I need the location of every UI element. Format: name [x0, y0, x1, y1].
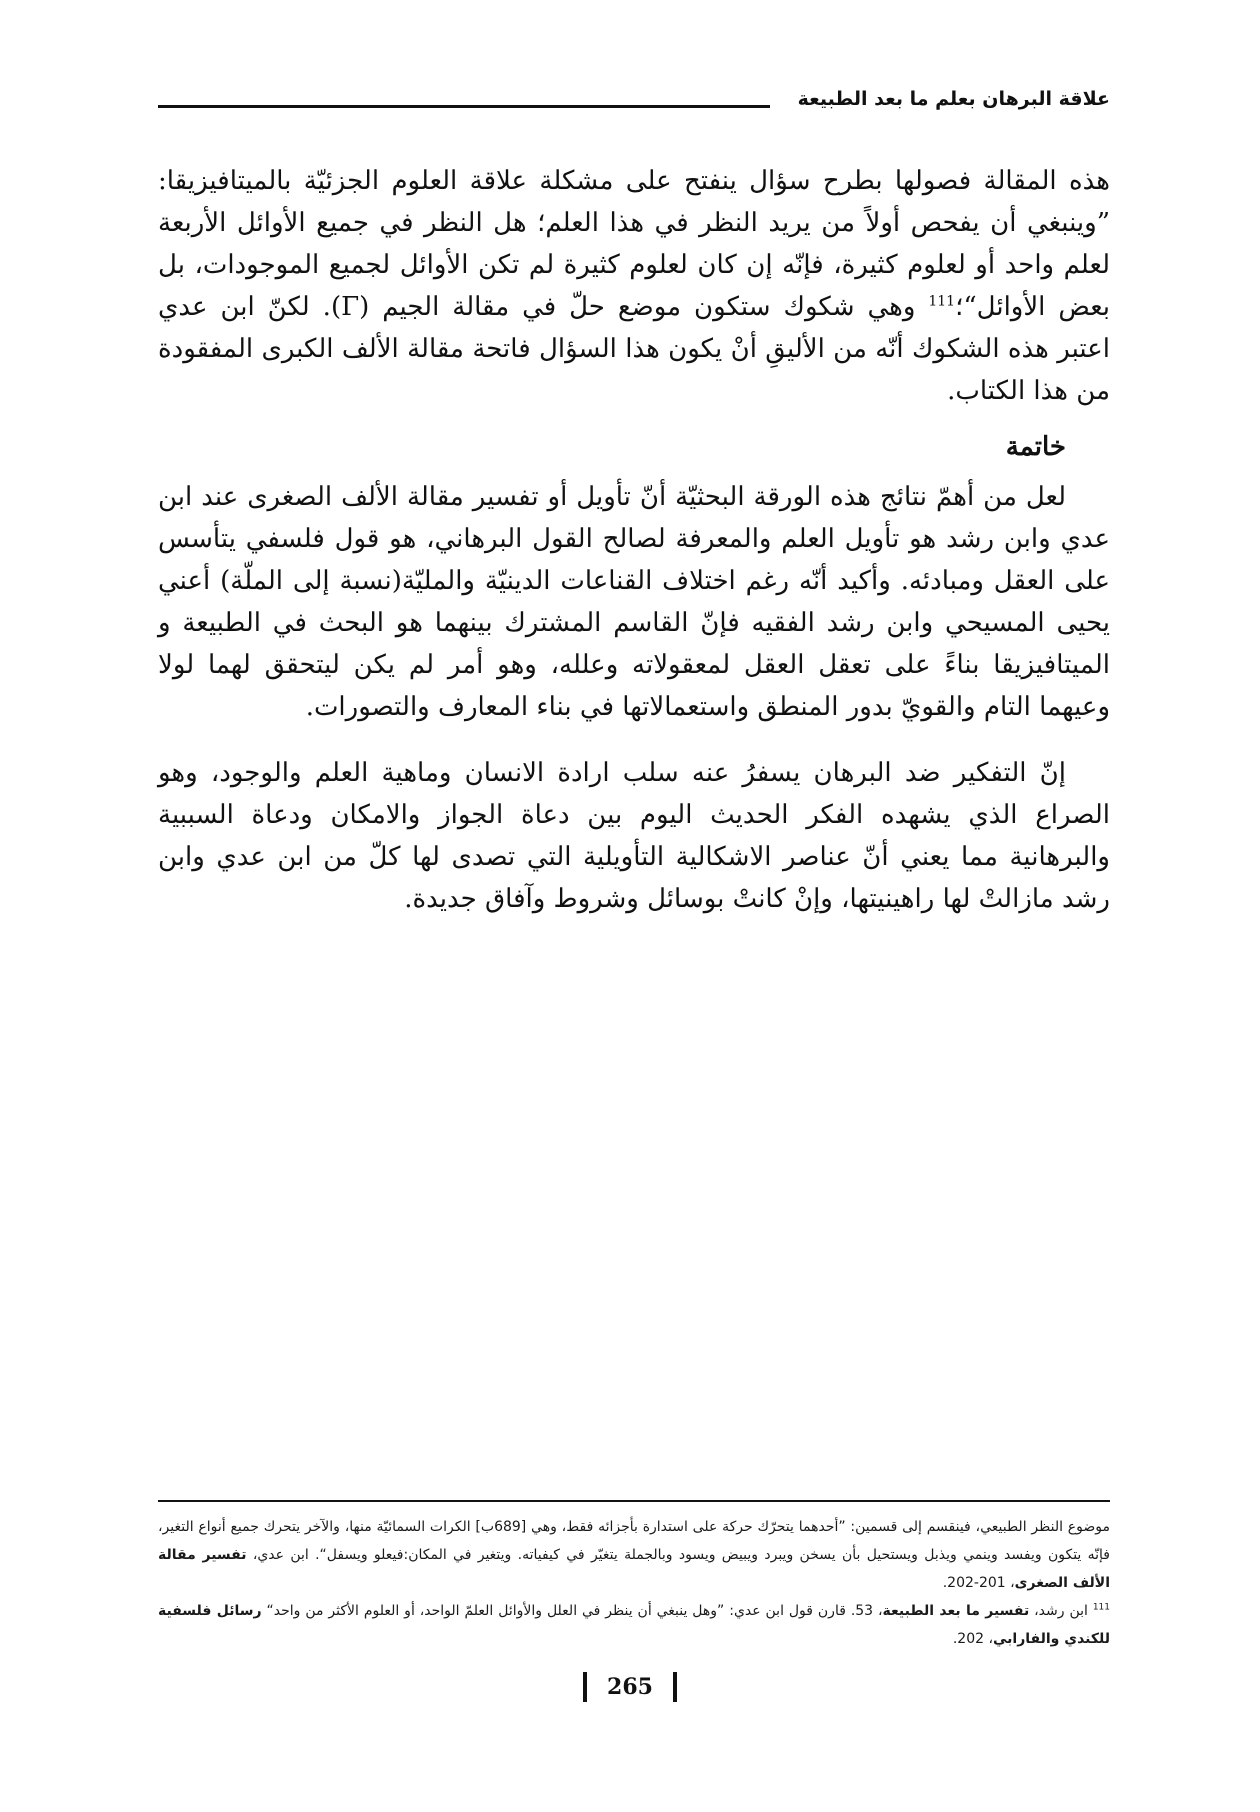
- header-rule: [158, 105, 770, 108]
- paragraph-1: [158, 160, 1110, 412]
- footnote-rule: [158, 1500, 1110, 1502]
- footnote-book-title: رسائل فلسفية للكندي والفارابي: [158, 1603, 1110, 1647]
- footnote-number: 111: [1092, 1602, 1110, 1613]
- paragraph-2: لعل من أهمّ نتائج هذه الورقة البحثيّة أنّ تأويل أو تفسير مقالة الألف الصغرى عند ابن عدي وابن رشد هو تأويل العلم والمعرفة لصالح القول البرهاني، هو قول فلسفي يتأسس على العقل ومبادئه. وأكيد أنّه رغم اختلاف القناعات الدينيّة والمليّة(نسبة إلى الملّة) أعني يحيى المسيحي وابن رشد الفقيه فإنّ القاسم المشترك بينهما هو البحث في الطبيعة و الميتافيزيقا بناءً على تعقل العقل لمعقولاته وعلله، وهو أمر لم يكن ليتحقق لهما لولا وعيهما التام والقويّ بدور المنطق واستعمالاتها في بناء المعارف والتصورات.: [158, 482, 1110, 722]
- footnote-111: $^{111}$ ابن رشد، تفسير ما بعد الطبيعة، 53. قارن قول ابن عدي: ”وهل ينبغي أن ينظر في العلل والأوائل العلمّ الواحد، أو العلوم الأكثر من واحد“ رسائل فلسفية للكندي والفارابي، 202.: [158, 1602, 1110, 1647]
- page-number: [0, 1672, 1260, 1702]
- running-header: [158, 88, 1110, 118]
- section-heading-conclusion: خاتمة: [1005, 432, 1066, 462]
- body-text: [158, 160, 1110, 920]
- footnote-ref-111: 111: [928, 293, 956, 310]
- footnote-continued: موضوع النظر الطبيعي، فينقسم إلى قسمين: ”أحدهما يتحرّك حركة على استدارة بأجزائه فقط، وهي [689ب] الكرات السمائيّة منها، والآخر يتحرك جميع أنواع التغير، فإنّه يتكون ويفسد وينمي ويذبل ويستحيل بأن يسخن ويبرد ويبيض ويسود وبالجملة يتغيّر في كيفياته. ويتغير في المكان:فيعلو ويسفل“. ابن عدي، تفسير مقالة الألف الصغرى، 201-202.: [158, 1519, 1110, 1591]
- paragraph-1-continuation: وهي شكوك ستكون موضع حلّ في مقالة الجيم (Γ). لكنّ ابن عدي اعتبر هذه الشكوك أنّه من الأليقِ أنْ يكون هذا السؤال فاتحة مقالة الألف الكبرى المفقودة من هذا الكتاب.: [158, 292, 1110, 406]
- paragraph-3: إنّ التفكير ضد البرهان يسفرُ عنه سلب ارادة الانسان وماهية العلم والوجود، وهو الصراع الذي يشهده الفكر الحديث اليوم بين دعاة الجواز والامكان ودعاة السببية والبرهانية مما يعني أنّ عناصر الاشكالية التأويلية التي تصدى لها كلّ من ابن عدي وابن رشد مازالتْ لها راهينيتها، وإنْ كانتْ بوسائل وشروط وآفاق جديدة.: [158, 758, 1110, 914]
- footnote-book-title: تفسير ما بعد الطبيعة: [882, 1603, 1030, 1619]
- running-header-title: علاقة البرهان بعلم ما بعد الطبيعة: [797, 88, 1110, 110]
- footnote-book-title: تفسير مقالة الألف الصغرى: [158, 1547, 1110, 1591]
- page-number-bar-right: [673, 1672, 677, 1702]
- footnotes: [158, 1513, 1110, 1653]
- page-number-bar-left: [583, 1672, 587, 1702]
- page-number-value: 265: [607, 1674, 653, 1700]
- paragraph-1-text: هذه المقالة فصولها بطرح سؤال ينفتح على مشكلة علاقة العلوم الجزئيّة بالميتافيزيقا: ”وينبغي أن يفحص أولاً من يريد النظر في هذا العلم؛ هل النظر في جميع الأوائل الأربعة لعلم واحد أو لعلوم كثيرة، فإنّه إن كان لعلوم كثيرة لم تكن الأوائل لجميع الموجودات، بل بعض الأوائل“؛: [158, 166, 1110, 322]
